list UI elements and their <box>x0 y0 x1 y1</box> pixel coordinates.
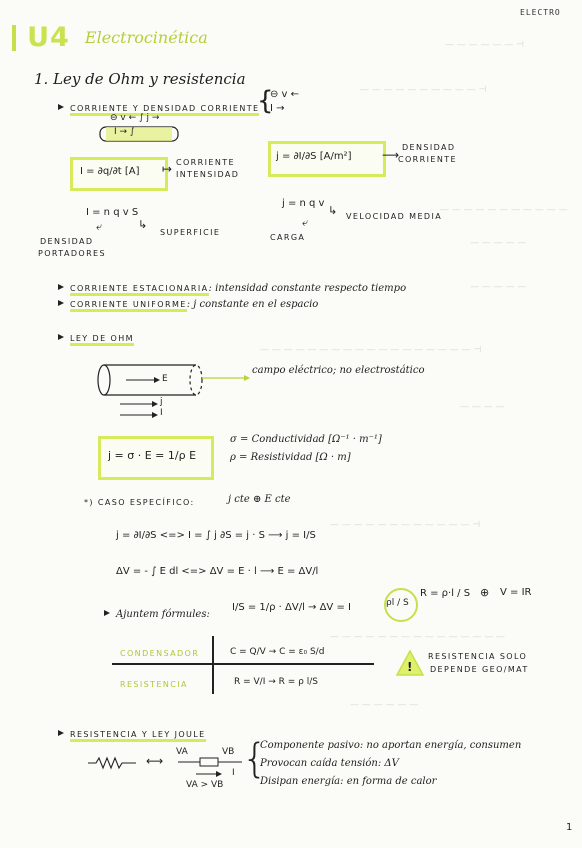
j-label-2: CORRIENTE <box>398 155 457 164</box>
brace-top: ⊖ v ← <box>270 89 300 100</box>
densidad-label-1: DENSIDAD <box>40 237 94 246</box>
warning-line-2: DEPENDE GEO/MAT <box>430 665 529 674</box>
uniforme-text: : j constante en el espacio <box>186 299 319 310</box>
joule-va: VA <box>176 747 188 757</box>
table-vline <box>212 636 214 694</box>
caso-eq-2: ΔV = - ∫ E dl <=> ΔV = E · l ⟶ E = ΔV/l <box>116 566 319 577</box>
caso-condition: j cte ⊕ E cte <box>228 494 291 505</box>
joule-line-1: Componente pasivo: no aportan energía, consumen <box>260 740 522 751</box>
carga-label: CARGA <box>270 233 306 242</box>
joule-vb: VB <box>222 747 235 757</box>
estacionaria-term: CORRIENTE ESTACIONARIA <box>70 284 209 296</box>
wire-drawing <box>96 124 186 144</box>
i-label-2: INTENSIDAD <box>176 170 240 179</box>
caso-eq-1: j = ∂I/∂S <=> I = ∫ j ∂S = j · S ⟶ j = I/S <box>116 530 316 541</box>
e-vector-label: E <box>162 374 168 384</box>
bullet-icon <box>58 284 64 290</box>
joule-condition: VA > VB <box>186 780 224 790</box>
subject-label: ELECTRO <box>520 8 561 17</box>
j-arrow: ⟶ <box>382 148 400 162</box>
bullet-juntem <box>104 602 210 621</box>
campo-label: campo eléctrico; no electrostático <box>252 365 425 376</box>
bullet-icon <box>104 610 110 616</box>
corriente-brace: { <box>257 86 274 116</box>
estacionaria-text: : intensidad constante respecto tiempo <box>208 283 407 294</box>
i-formula: I = ∂q/∂t [A] <box>80 166 140 177</box>
arrow-carga: ⤶ <box>302 216 309 229</box>
bullet-uniforme <box>58 292 318 311</box>
unit-bar <box>12 25 16 51</box>
ohm-law-short: V = IR <box>500 587 532 598</box>
table-row2-label: RESISTENCIA <box>120 680 188 689</box>
bullet-joule <box>58 722 206 741</box>
rho-def: ρ = Resistividad [Ω · m] <box>230 452 351 463</box>
i-label-1: CORRIENTE <box>176 158 235 167</box>
sigma-def: σ = Conductividad [Ω⁻¹ · m⁻¹] <box>230 434 382 445</box>
densidad-label-2: PORTADORES <box>38 249 106 258</box>
ohm-law: j = σ · E = 1/ρ E <box>108 449 197 462</box>
brace-bottom: I → <box>270 103 285 114</box>
unit-title: Electrocinética <box>84 28 208 47</box>
joule-i: I <box>232 768 235 778</box>
equivalence-arrow: ⟷ <box>146 754 164 768</box>
plus-circle-icon: ⊕ <box>480 586 490 599</box>
joule-line-3: Disipan energía: en forma de calor <box>260 776 437 787</box>
velocidad-label: VELOCIDAD MEDIA <box>346 212 443 221</box>
section-title: 1. Ley de Ohm y resistencia <box>34 70 246 88</box>
i-nqvs: I = n q v S <box>86 207 139 218</box>
wire-mid-label: I → ∫ <box>114 127 135 137</box>
page-number: 1 <box>566 822 573 833</box>
table-hline <box>112 663 374 665</box>
table-row1-formula: C = Q/V → C = ε₀ S/d <box>230 647 325 657</box>
bullet-icon <box>58 300 64 306</box>
ohm-term: LEY DE OHM <box>70 334 134 346</box>
uniforme-term: CORRIENTE UNIFORME <box>70 300 187 312</box>
j-nqv: j = n q v <box>282 198 325 209</box>
joule-heading: RESISTENCIA Y LEY JOULE <box>70 730 206 742</box>
arrow-velocidad: ↳ <box>328 204 338 217</box>
unit-number: U4 <box>27 22 70 53</box>
table-row2-formula: R = V/I → R = ρ l/S <box>234 677 318 687</box>
arrow-superficie: ↳ <box>138 218 148 231</box>
unit-title-block <box>12 22 208 53</box>
superficie-label: SUPERFICIE <box>160 228 221 237</box>
bullet-icon <box>58 104 64 110</box>
warning-line-1: RESISTENCIA SOLO <box>428 652 528 661</box>
caso-title: *) CASO ESPECÍFICO: <box>84 498 195 507</box>
bullet-icon <box>58 730 64 736</box>
table-row1-label: CONDENSADOR <box>120 649 200 658</box>
j-vector-label: j <box>160 397 163 407</box>
warning-symbol: ! <box>407 660 413 674</box>
i-vector-label: I <box>160 408 163 418</box>
resistor-symbol <box>88 756 138 770</box>
j-label-1: DENSIDAD <box>402 143 456 152</box>
juntem-eq: I/S = 1/ρ · ΔV/l → ΔV = I <box>232 602 351 613</box>
juntem-label: Ajuntem fórmules: <box>116 609 210 620</box>
wire-top-labels: ⊖ v ← ∫ j → <box>110 113 160 123</box>
r-formula: R = ρ·l / S <box>420 588 471 599</box>
bullet-icon <box>58 334 64 340</box>
joule-line-2: Provocan caída tensión: ΔV <box>260 758 399 769</box>
arrow-densidad: ⤶ <box>96 220 103 233</box>
joule-brace: { <box>242 736 268 782</box>
r-circle-formula: ρl / S <box>386 598 409 608</box>
j-formula: j = ∂I/∂S [A/m²] <box>276 151 352 162</box>
corriente-heading: CORRIENTE Y DENSIDAD CORRIENTE <box>70 104 259 116</box>
i-arrow: ↦ <box>162 162 173 176</box>
bullet-ohm <box>58 326 134 345</box>
